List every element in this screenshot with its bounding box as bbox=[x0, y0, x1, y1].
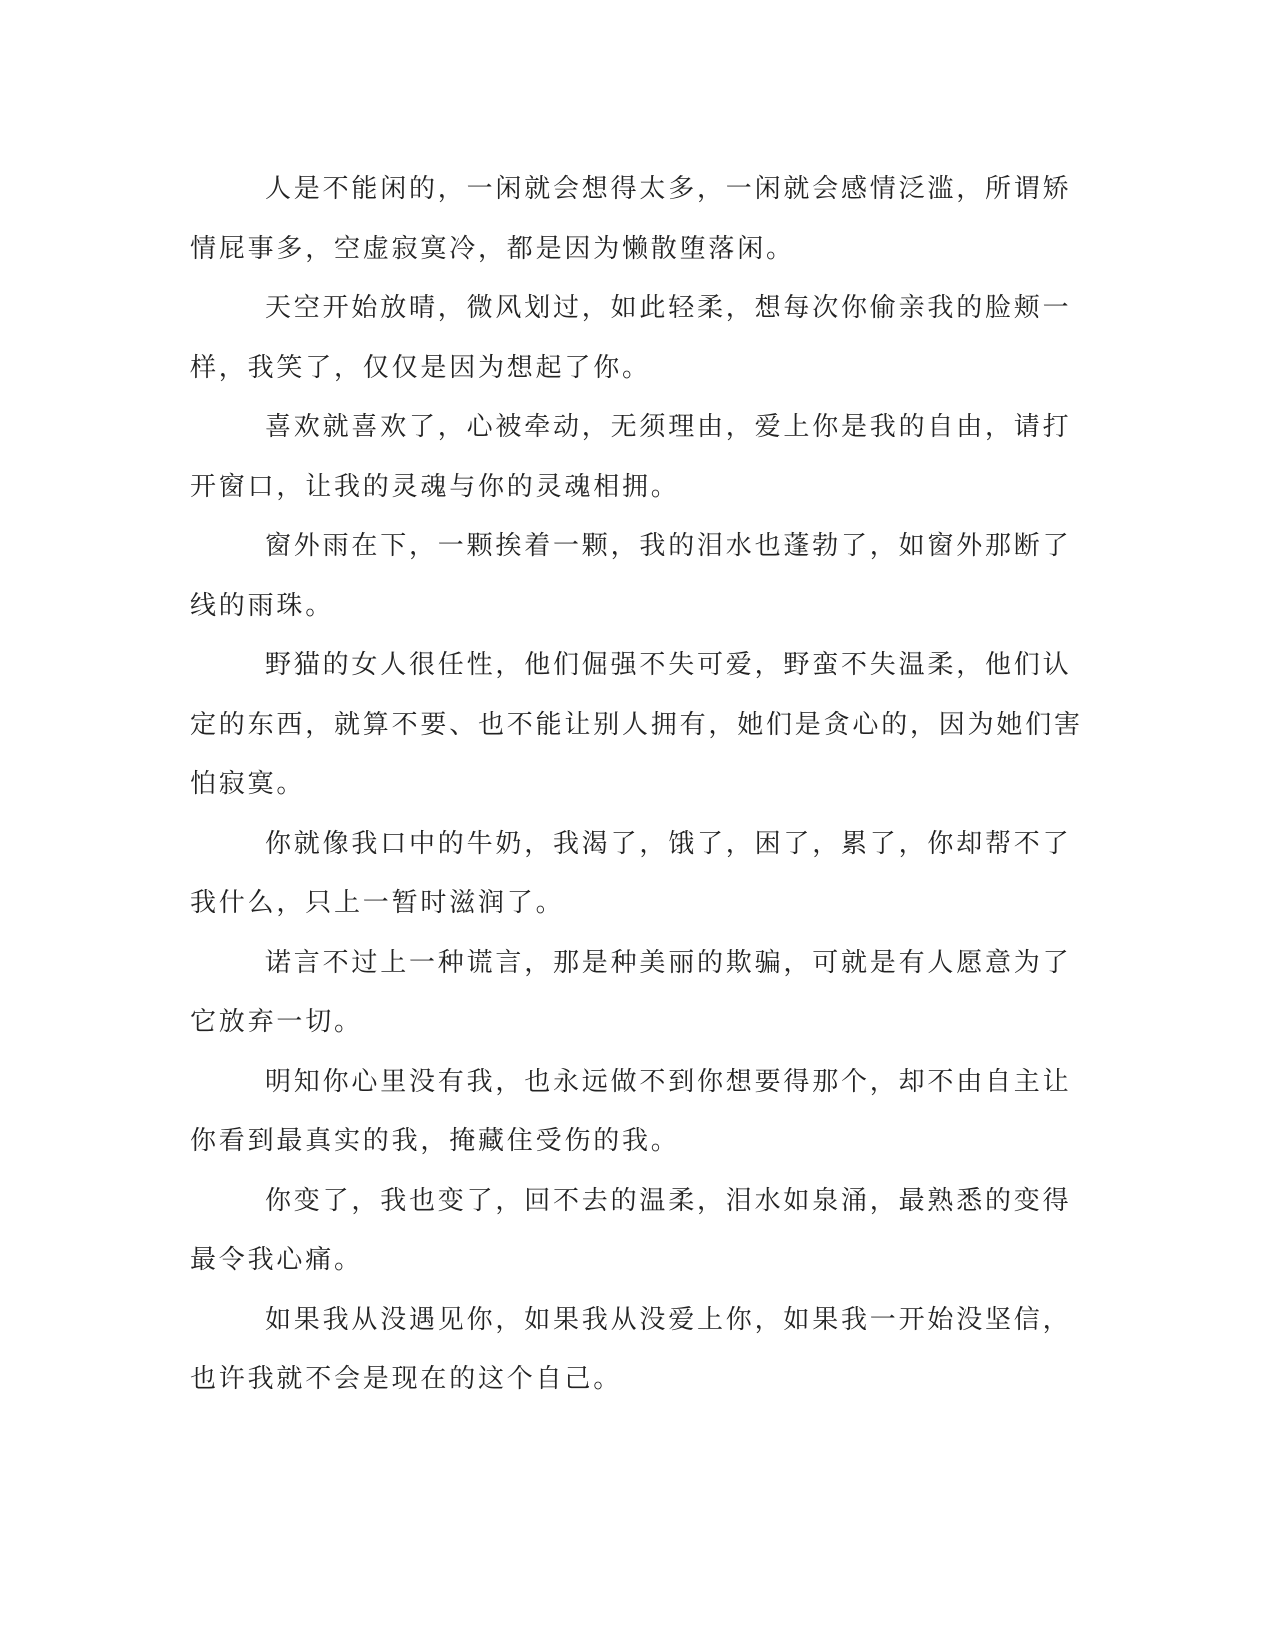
paragraph-7: 诺言不过上一种谎言，那是种美丽的欺骗，可就是有人愿意为了它放弃一切。 bbox=[190, 947, 1072, 1037]
paragraph-10: 如果我从没遇见你，如果我从没爱上你，如果我一开始没坚信，也许我就不会是现在的这个自己。 bbox=[190, 1304, 1072, 1394]
paragraph-3: 喜欢就喜欢了，心被牵动，无须理由，爱上你是我的自由，请打开窗口，让我的灵魂与你的灵魂相拥。 bbox=[190, 412, 1072, 502]
document-body bbox=[190, 160, 1090, 1410]
paragraph-5: 野猫的女人很任性，他们倔强不失可爱，野蛮不失温柔，他们认定的东西，就算不要、也不能让别人拥有，她们是贪心的，因为她们害怕寂寞。 bbox=[190, 650, 1083, 799]
paragraph-6: 你就像我口中的牛奶，我渴了，饿了，困了，累了，你却帮不了我什么，只上一暂时滋润了。 bbox=[190, 828, 1072, 918]
paragraph-4: 窗外雨在下，一颗挨着一颗，我的泪水也蓬勃了，如窗外那断了线的雨珠。 bbox=[190, 531, 1072, 621]
paragraph-1: 人是不能闲的，一闲就会想得太多，一闲就会感情泛滥，所谓矫情屁事多，空虚寂寞冷，都是因为懒散堕落闲。 bbox=[190, 174, 1072, 264]
paragraph-8: 明知你心里没有我，也永远做不到你想要得那个，却不由自主让你看到最真实的我，掩藏住受伤的我。 bbox=[190, 1066, 1072, 1156]
paragraph-9: 你变了，我也变了，回不去的温柔，泪水如泉涌，最熟悉的变得最令我心痛。 bbox=[190, 1185, 1072, 1275]
paragraph-2: 天空开始放晴，微风划过，如此轻柔，想每次你偷亲我的脸颊一样，我笑了，仅仅是因为想起了你。 bbox=[190, 293, 1072, 383]
